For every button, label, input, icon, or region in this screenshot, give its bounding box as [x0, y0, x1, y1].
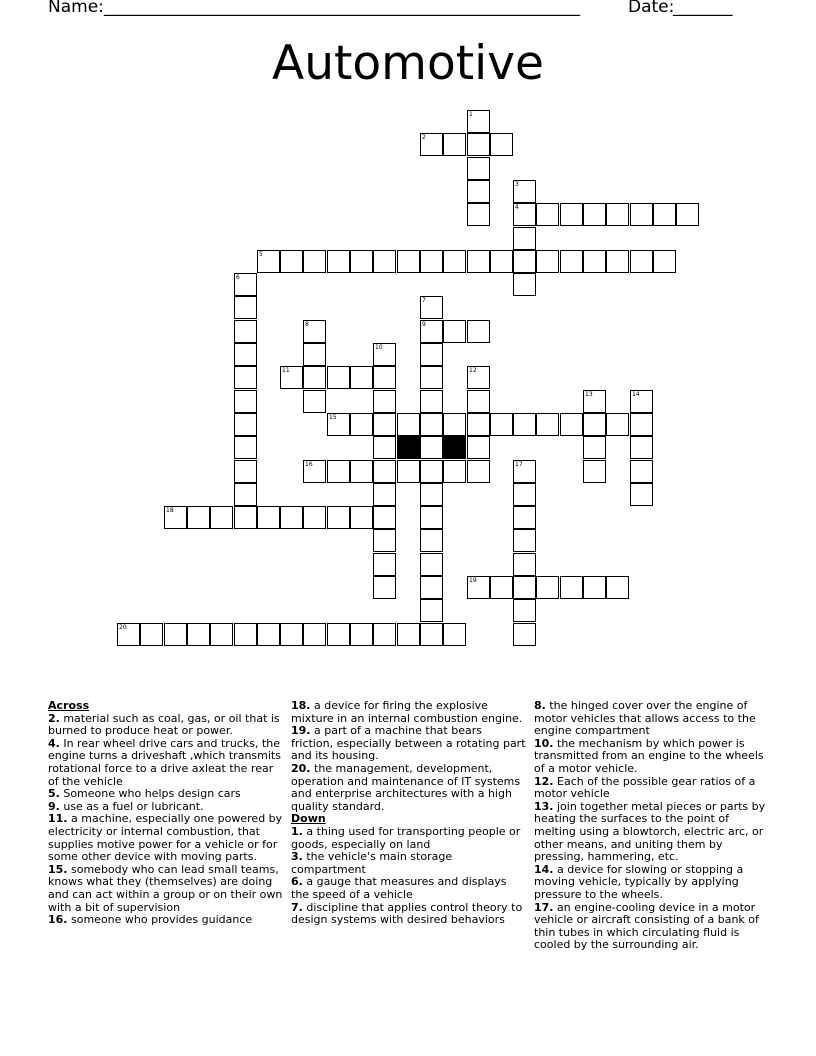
clue-number: 4 [515, 204, 519, 211]
grid-cell[interactable] [420, 576, 443, 599]
grid-cell[interactable] [373, 460, 396, 483]
grid-cell[interactable] [676, 203, 699, 226]
grid-cell[interactable] [443, 320, 466, 343]
name-field[interactable]: ________________________________________________________ [104, 0, 580, 17]
grid-cell[interactable] [327, 506, 350, 529]
date-field[interactable]: _______ [673, 0, 733, 17]
grid-cell[interactable] [187, 623, 210, 646]
down-clue: 1. a thing used for transporting people or goods, especially on land [291, 824, 521, 851]
grid-cell[interactable] [443, 460, 466, 483]
grid-cell[interactable] [583, 203, 606, 226]
grid-cell[interactable] [234, 366, 257, 389]
across-clue: 9. use as a fuel or lubricant. [48, 799, 204, 813]
grid-cell[interactable] [373, 250, 396, 273]
grid-cell[interactable] [467, 390, 490, 413]
grid-cell[interactable] [327, 623, 350, 646]
grid-cell[interactable] [420, 320, 443, 343]
grid-cell[interactable] [234, 296, 257, 319]
across-clue: 19. a part of a machine that bears friction, especially between a rotating part and its housing. [291, 724, 526, 763]
down-clue: 17. an engine-cooling device in a motor vehicle or aircraft consisting of a bank of thin tubes in which circulating fluid is cooled by the surrounding air. [534, 900, 759, 952]
grid-cell[interactable] [536, 250, 559, 273]
grid-cell[interactable] [234, 343, 257, 366]
across-clue: 18. a device for firing the explosive mixture in an internal combustion engine. [291, 699, 523, 725]
grid-cell[interactable] [606, 576, 629, 599]
grid-cell[interactable] [513, 553, 536, 576]
grid-cell[interactable] [513, 227, 536, 250]
grid-cell[interactable] [373, 576, 396, 599]
grid-cell[interactable] [350, 460, 373, 483]
grid-cell[interactable] [303, 623, 326, 646]
grid-cell[interactable] [373, 529, 396, 552]
grid-cell[interactable] [583, 390, 606, 413]
grid-cell[interactable] [490, 413, 513, 436]
clue-number: 18 [166, 507, 174, 514]
grid-cell[interactable] [490, 133, 513, 156]
clue-number: 16 [305, 461, 313, 468]
clue-number: 3 [515, 181, 519, 188]
grid-cell[interactable] [420, 413, 443, 436]
clue-number: 20 [119, 624, 127, 631]
grid-cell[interactable] [187, 506, 210, 529]
grid-cell[interactable] [560, 203, 583, 226]
grid-cell[interactable] [327, 366, 350, 389]
across-heading: Across [48, 699, 90, 712]
grid-cell[interactable] [536, 203, 559, 226]
grid-cell[interactable] [397, 460, 420, 483]
clue-number: 2 [422, 134, 426, 141]
grid-cell[interactable] [373, 553, 396, 576]
grid-cell[interactable] [513, 460, 536, 483]
grid-cell[interactable] [164, 623, 187, 646]
grid-cell[interactable] [630, 460, 653, 483]
grid-cell[interactable] [467, 133, 490, 156]
grid-cell[interactable] [280, 623, 303, 646]
grid-cell[interactable] [467, 576, 490, 599]
grid-cell[interactable] [443, 623, 466, 646]
grid-cell[interactable] [606, 250, 629, 273]
grid-cell[interactable] [373, 366, 396, 389]
down-clue: 13. join together metal pieces or parts by heating the surfaces to the point of melting using a blowtorch, electric arc, or other means, and uniting them by pressing, hammering, etc. [534, 799, 766, 864]
grid-cell[interactable] [234, 436, 257, 459]
grid-cell[interactable] [467, 180, 490, 203]
grid-cell[interactable] [350, 506, 373, 529]
grid-cell[interactable] [373, 623, 396, 646]
grid-cell[interactable] [630, 203, 653, 226]
grid-cell[interactable] [513, 180, 536, 203]
grid-cell[interactable] [420, 529, 443, 552]
across-clue: 5. Someone who helps design cars [48, 787, 241, 801]
grid-cell[interactable] [467, 250, 490, 273]
grid-cell[interactable] [420, 436, 443, 459]
grid-cell[interactable] [583, 436, 606, 459]
grid-cell[interactable] [397, 623, 420, 646]
clue-number: 9 [422, 321, 426, 328]
grid-cell[interactable] [467, 320, 490, 343]
grid-cell[interactable] [373, 436, 396, 459]
grid-cell[interactable] [467, 413, 490, 436]
down-clue: 14. a device for slowing or stopping a moving vehicle, typically by applying pressure to the wheels. [534, 862, 744, 901]
clue-number: 17 [515, 461, 523, 468]
grid-cell[interactable] [234, 460, 257, 483]
grid-cell[interactable] [583, 413, 606, 436]
grid-cell[interactable] [467, 203, 490, 226]
page-title: Automotive [272, 36, 544, 91]
grid-cell[interactable] [303, 250, 326, 273]
grid-cell[interactable] [210, 506, 233, 529]
grid-cell[interactable] [420, 343, 443, 366]
grid-cell[interactable] [490, 576, 513, 599]
grid-black-cell [443, 436, 466, 459]
grid-cell[interactable] [467, 366, 490, 389]
across-clue: 4. In rear wheel drive cars and trucks, the engine turns a driveshaft ,which transmits rotational force to a drive axleat the rear of the vehicle [48, 736, 281, 788]
clue-number: 8 [305, 321, 309, 328]
down-heading: Down [291, 812, 326, 826]
grid-cell[interactable] [560, 413, 583, 436]
grid-cell[interactable] [513, 483, 536, 506]
grid-cell[interactable] [420, 506, 443, 529]
grid-cell[interactable] [536, 413, 559, 436]
grid-cell[interactable] [420, 366, 443, 389]
grid-cell[interactable] [513, 203, 536, 226]
grid-cell[interactable] [420, 250, 443, 273]
grid-cell[interactable] [513, 576, 536, 599]
grid-cell[interactable] [303, 390, 326, 413]
grid-cell[interactable] [513, 529, 536, 552]
down-clue: 8. the hinged cover over the engine of motor vehicles that allows access to the engine compartment [534, 699, 756, 738]
down-clue: 12. Each of the possible gear ratios of a motor vehicle [534, 774, 756, 801]
across-clue: 16. someone who provides guidance [48, 913, 253, 927]
grid-cell[interactable] [420, 460, 443, 483]
grid-cell[interactable] [467, 110, 490, 133]
grid-cell[interactable] [327, 250, 350, 273]
clue-number: 7 [422, 297, 426, 304]
grid-cell[interactable] [630, 436, 653, 459]
grid-cell[interactable] [420, 483, 443, 506]
grid-cell[interactable] [490, 250, 513, 273]
grid-cell[interactable] [630, 413, 653, 436]
grid-cell[interactable] [583, 460, 606, 483]
grid-cell[interactable] [653, 203, 676, 226]
grid-cell[interactable] [397, 413, 420, 436]
grid-cell[interactable] [303, 320, 326, 343]
grid-cell[interactable] [140, 623, 163, 646]
date-label: Date: [628, 0, 675, 17]
grid-cell[interactable] [280, 250, 303, 273]
grid-cell[interactable] [420, 296, 443, 319]
grid-cell[interactable] [373, 343, 396, 366]
grid-cell[interactable] [513, 506, 536, 529]
grid-cell[interactable] [257, 506, 280, 529]
grid-cell[interactable] [234, 390, 257, 413]
clue-column-2 [291, 700, 527, 927]
grid-cell[interactable] [560, 576, 583, 599]
grid-cell[interactable] [350, 366, 373, 389]
clue-column-3 [534, 700, 770, 952]
grid-cell[interactable] [630, 483, 653, 506]
grid-cell[interactable] [303, 460, 326, 483]
grid-cell[interactable] [234, 506, 257, 529]
grid-cell[interactable] [513, 250, 536, 273]
grid-cell[interactable] [280, 506, 303, 529]
grid-cell[interactable] [583, 576, 606, 599]
across-clue: 11. a machine, especially one powered by electricity or internal combustion, that supplies motive power for a vehicle or for some other device with moving parts. [48, 812, 283, 864]
grid-cell[interactable] [583, 250, 606, 273]
grid-cell[interactable] [350, 623, 373, 646]
clue-number: 6 [236, 274, 240, 281]
grid-cell[interactable] [303, 343, 326, 366]
clue-number: 19 [469, 577, 477, 584]
grid-cell[interactable] [234, 273, 257, 296]
grid-cell[interactable] [630, 250, 653, 273]
down-clue: 3. the vehicle's main storage compartment [291, 850, 453, 876]
grid-cell[interactable] [303, 366, 326, 389]
clue-number: 5 [259, 251, 263, 258]
grid-cell[interactable] [257, 250, 280, 273]
grid-cell[interactable] [467, 157, 490, 180]
grid-cell[interactable] [234, 320, 257, 343]
grid-cell[interactable] [420, 623, 443, 646]
down-clue: 6. a gauge that measures and displays the speed of a vehicle [291, 875, 507, 901]
grid-cell[interactable] [536, 576, 559, 599]
clue-number: 10 [375, 344, 383, 351]
grid-cell[interactable] [280, 366, 303, 389]
name-label: Name: [48, 0, 104, 17]
clue-column-1 [48, 700, 284, 927]
clue-number: 13 [585, 391, 593, 398]
grid-cell[interactable] [373, 390, 396, 413]
down-clue: 10. the mechanism by which power is transmitted from an engine to the wheels of a motor vehicle. [534, 736, 764, 775]
grid-cell[interactable] [420, 390, 443, 413]
grid-cell[interactable] [513, 623, 536, 646]
grid-cell[interactable] [373, 483, 396, 506]
grid-cell[interactable] [443, 250, 466, 273]
grid-cell[interactable] [350, 413, 373, 436]
clue-number: 12 [469, 367, 477, 374]
grid-cell[interactable] [467, 460, 490, 483]
grid-cell[interactable] [420, 599, 443, 622]
grid-cell[interactable] [234, 413, 257, 436]
clue-number: 11 [282, 367, 290, 374]
grid-cell[interactable] [467, 436, 490, 459]
grid-cell[interactable] [373, 506, 396, 529]
grid-cell[interactable] [257, 623, 280, 646]
clue-number: 14 [632, 391, 640, 398]
grid-cell[interactable] [606, 413, 629, 436]
grid-cell[interactable] [117, 623, 140, 646]
across-clue: 15. somebody who can lead small teams, knows what they (themselves) are doing and can act within a group or on their own with a bit of supervision [48, 862, 283, 914]
grid-cell[interactable] [443, 413, 466, 436]
grid-cell[interactable] [373, 413, 396, 436]
down-clue: 7. discipline that applies control theory to design systems with desired behaviors [291, 900, 523, 927]
grid-cell[interactable] [606, 203, 629, 226]
grid-cell[interactable] [513, 273, 536, 296]
grid-cell[interactable] [420, 133, 443, 156]
grid-cell[interactable] [653, 250, 676, 273]
grid-cell[interactable] [397, 250, 420, 273]
across-clue: 20. the management, development, operation and maintenance of IT systems and enterprise architectures with a high quality standard. [291, 761, 521, 813]
across-clue: 2. material such as coal, gas, or oil that is burned to produce heat or power. [48, 711, 280, 738]
grid-cell[interactable] [164, 506, 187, 529]
grid-cell[interactable] [234, 623, 257, 646]
grid-black-cell [397, 436, 420, 459]
grid-cell[interactable] [234, 483, 257, 506]
clue-number: 15 [329, 414, 337, 421]
grid-cell[interactable] [210, 623, 233, 646]
grid-cell[interactable] [513, 413, 536, 436]
grid-cell[interactable] [303, 506, 326, 529]
grid-cell[interactable] [630, 390, 653, 413]
grid-cell[interactable] [420, 553, 443, 576]
grid-cell[interactable] [327, 413, 350, 436]
grid-cell[interactable] [513, 599, 536, 622]
grid-cell[interactable] [560, 250, 583, 273]
clue-number: 1 [469, 111, 473, 118]
grid-cell[interactable] [443, 133, 466, 156]
grid-cell[interactable] [350, 250, 373, 273]
grid-cell[interactable] [327, 460, 350, 483]
